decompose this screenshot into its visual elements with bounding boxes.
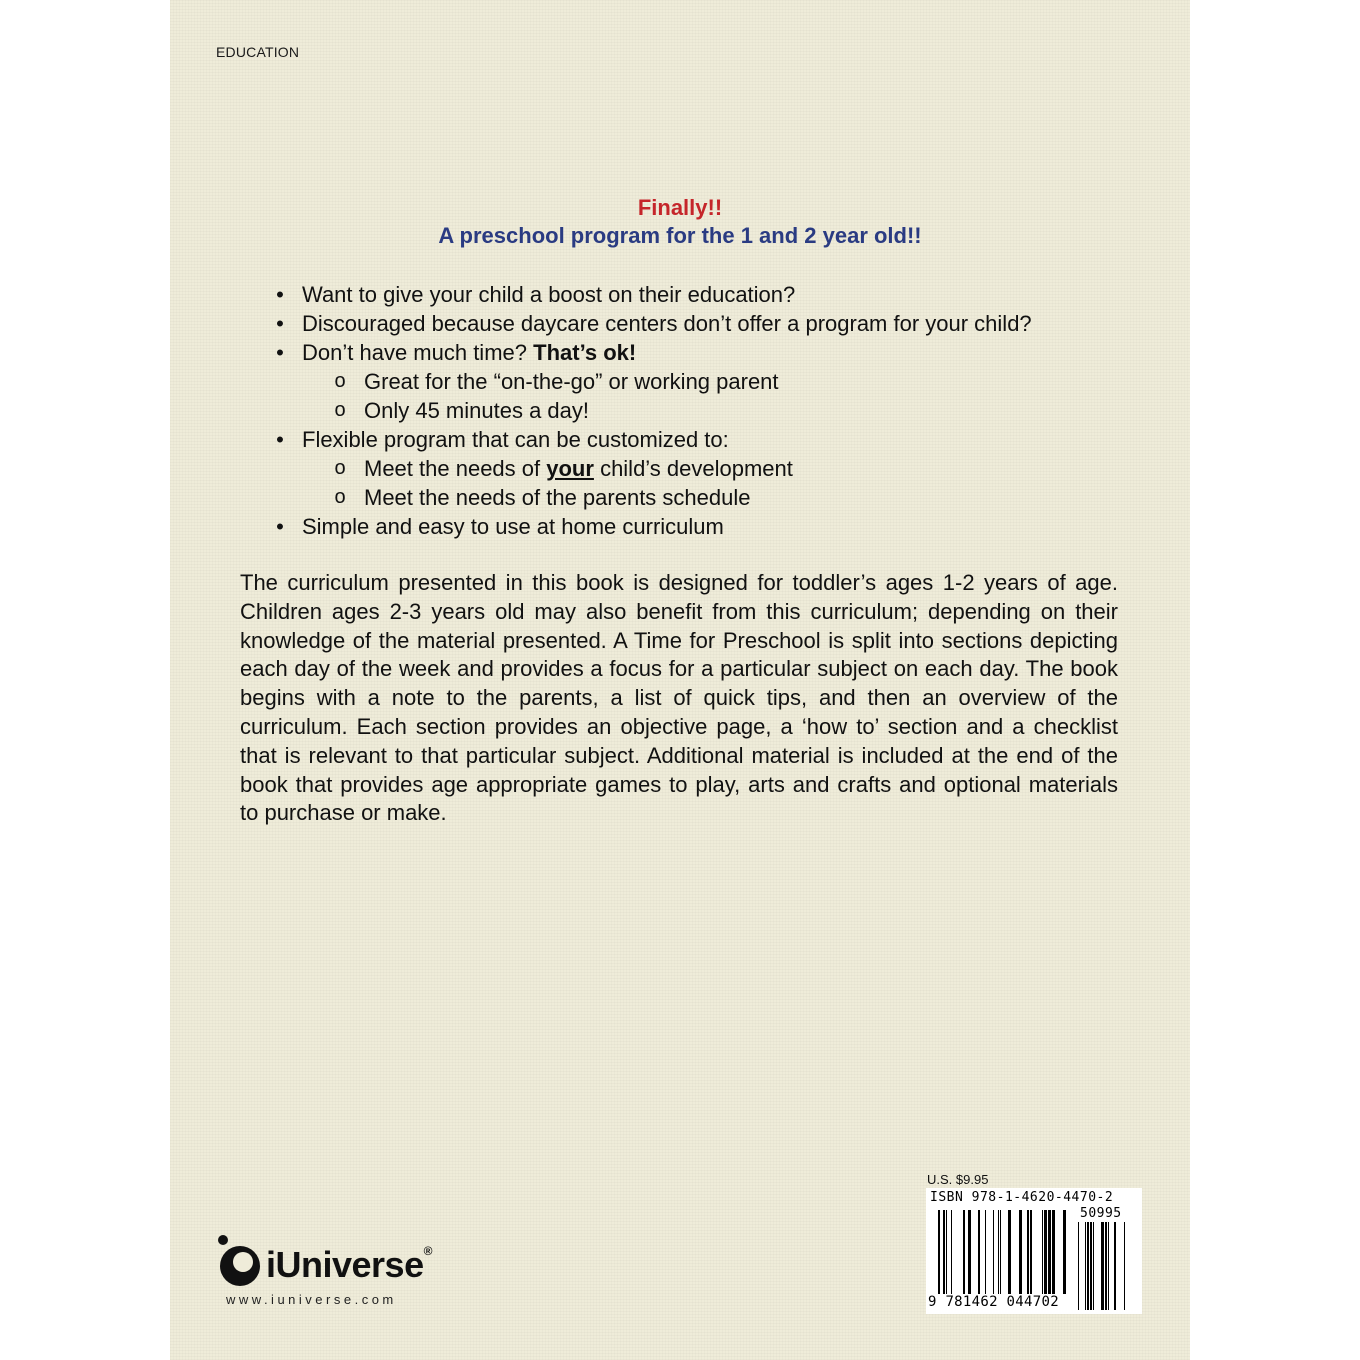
isbn-barcode xyxy=(926,1188,1142,1314)
book-back-cover xyxy=(170,0,1190,1360)
circle-bullet-icon: o xyxy=(334,486,346,508)
emphasis-text: your xyxy=(546,456,594,481)
sub-list-item: o Meet the needs of the parents schedule xyxy=(270,483,1170,512)
circle-bullet-icon: o xyxy=(334,370,346,392)
price-addon-code: 50995 xyxy=(1080,1206,1122,1221)
circle-bullet-icon: o xyxy=(334,457,346,479)
bullet-icon: • xyxy=(276,427,284,452)
iuniverse-logo-icon xyxy=(216,1232,264,1288)
sub-list-item: o Only 45 minutes a day! xyxy=(270,396,1170,425)
emphasis-text: That’s ok! xyxy=(533,340,637,365)
bullet-icon: • xyxy=(276,514,284,539)
sub-list-item: o Great for the “on-the-go” or working parent xyxy=(270,367,1170,396)
publisher-name: iUniverse® xyxy=(266,1244,432,1285)
sub-list-item: o Meet the needs of your child’s development xyxy=(270,454,1170,483)
isbn-number: ISBN 978-1-4620-4470-2 xyxy=(930,1190,1114,1205)
ean-number: 9 781462 044702 xyxy=(928,1294,1059,1310)
category-label: EDUCATION xyxy=(216,44,300,60)
price-label: U.S. $9.95 xyxy=(927,1172,989,1187)
description-paragraph: The curriculum presented in this book is designed for toddler’s ages 1-2 years of age. Children ages 2-3 years old may also benefit from this curriculum; depending on their knowledge of the material presented. A Time for Preschool is split into sections depicting each day of the week and provides a focus for a particular subject on each day. The book begins with a note to the parents, a list of quick tips, and then an overview of the curriculum. Each section provides an objective page, a ‘how to’ section and a checklist that is relevant to that particular subject. Additional material is included at the end of the book that provides age appropriate games to play, arts and crafts and optional materials to purchase or make. xyxy=(240,570,1118,826)
list-item: • Want to give your child a boost on their education? xyxy=(270,280,1170,309)
publisher-logo xyxy=(216,1232,476,1312)
bullet-icon: • xyxy=(276,282,284,307)
list-item: • Don’t have much time? That’s ok! xyxy=(270,338,1170,367)
list-item: • Flexible program that can be customized to: xyxy=(270,425,1170,454)
feature-list xyxy=(270,280,1170,541)
list-item: • Simple and easy to use at home curriculum xyxy=(270,512,1170,541)
headline-line-2: A preschool program for the 1 and 2 year old!! xyxy=(438,223,922,248)
publisher-url: www.iuniverse.com xyxy=(226,1292,397,1307)
list-item: • Discouraged because daycare centers don’t offer a program for your child? xyxy=(270,309,1170,338)
bullet-icon: • xyxy=(276,340,284,365)
circle-bullet-icon: o xyxy=(334,399,346,421)
headline-line-1: Finally!! xyxy=(637,195,723,220)
bullet-icon: • xyxy=(276,311,284,336)
